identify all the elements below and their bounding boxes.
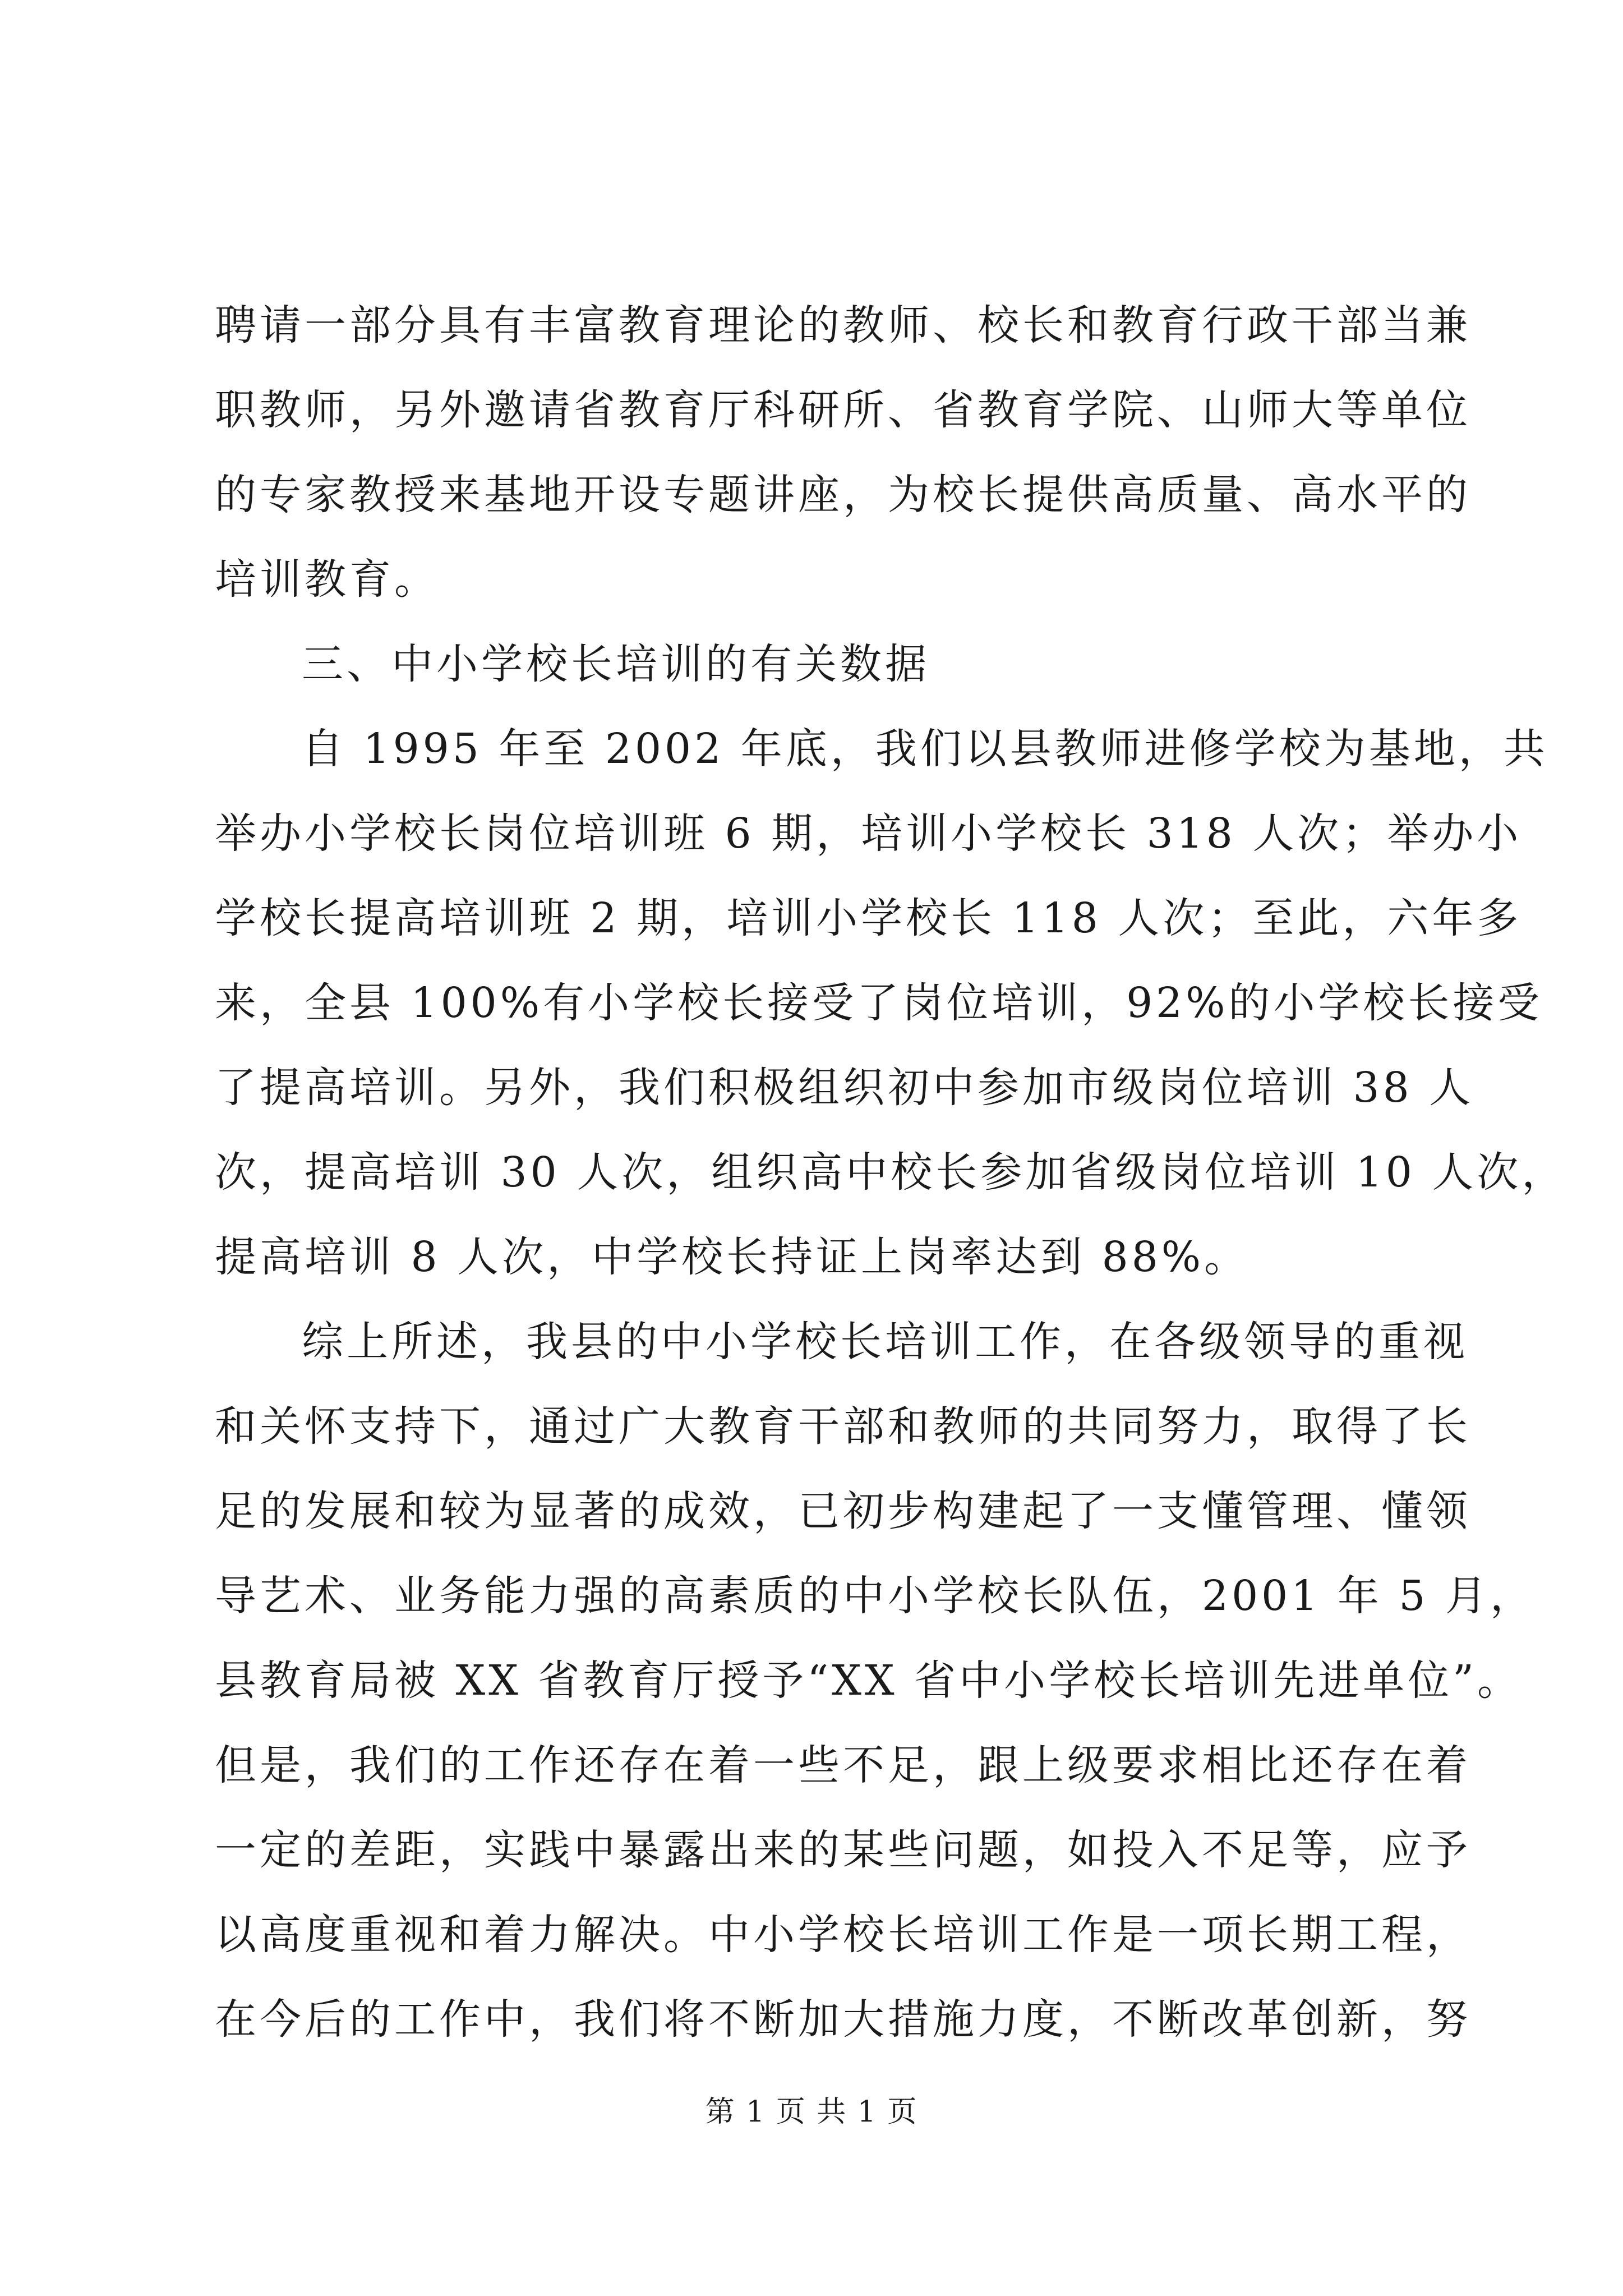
- text-line: 次，提高培训 30 人次，组织高中校长参加省级岗位培训 10 人次，: [215, 1148, 1567, 1197]
- page-number: 第 1 页 共 1 页: [705, 2095, 918, 2129]
- text-line: 了提高培训。另外，我们积极组织初中参加市级岗位培训 38 人: [215, 1064, 1474, 1112]
- text-line: 和关怀支持下，通过广大教育干部和教师的共同努力，取得了长: [215, 1402, 1471, 1451]
- text-line: 县教育局被 XX 省教育厅授予“XX 省中小学校长培训先进单位”。: [215, 1657, 1522, 1705]
- text-line: 来，全县 100%有小学校长接受了岗位培训，92%的小学校长接受: [215, 979, 1543, 1027]
- text-line: 自 1995 年至 2002 年底，我们以县教师进修学校为基地，共: [302, 725, 1548, 773]
- text-line: 综上所述，我县的中小学校长培训工作，在各级领导的重视: [302, 1318, 1468, 1366]
- text-line: 培训教育。: [215, 555, 439, 604]
- text-line: 以高度重视和着力解决。中小学校长培训工作是一项长期工程，: [215, 1911, 1471, 1959]
- text-line: 一定的差距，实践中暴露出来的某些问题，如投入不足等，应予: [215, 1826, 1471, 1874]
- section-heading: 三、中小学校长培训的有关数据: [302, 640, 930, 688]
- text-line: 举办小学校长岗位培训班 6 期，培训小学校长 318 人次；举办小: [215, 809, 1522, 858]
- text-line: 足的发展和较为显著的成效，已初步构建起了一支懂管理、懂领: [215, 1487, 1471, 1535]
- text-line-last: 在今后的工作中，我们将不断加大措施力度，不断改革创新，努: [215, 1995, 1471, 2044]
- text-line: 的专家教授来基地开设专题讲座，为校长提供高质量、高水平的: [215, 471, 1471, 519]
- text-line: 导艺术、业务能力强的高素质的中小学校长队伍，2001 年 5 月，: [215, 1572, 1535, 1620]
- text-line: 提高培训 8 人次，中学校长持证上岗率达到 88%。: [215, 1233, 1249, 1281]
- text-line: 职教师，另外邀请省教育厅科研所、省教育学院、山师大等单位: [215, 386, 1471, 434]
- text-line: 但是，我们的工作还存在着一些不足，跟上级要求相比还存在着: [215, 1741, 1471, 1789]
- text-line: 聘请一部分具有丰富教育理论的教师、校长和教育行政干部当兼: [215, 301, 1471, 349]
- text-line: 学校长提高培训班 2 期，培训小学校长 118 人次；至此，六年多: [215, 894, 1522, 942]
